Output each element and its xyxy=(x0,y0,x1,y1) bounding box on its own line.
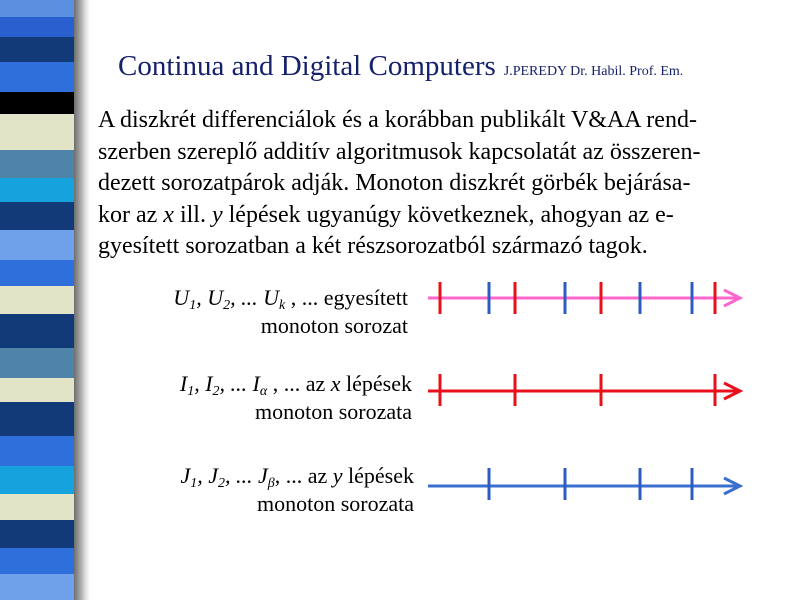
sequence-label-u: $U_1$, $U_2$, ... $U_k$ , ... egyesített monoton sorozat xyxy=(173,285,408,338)
paragraph-line: gyesített sorozatban a két részsorozatból származó tagok. xyxy=(98,233,648,259)
united-sequence-line xyxy=(428,282,740,314)
y-steps-sequence-line xyxy=(428,468,740,500)
sequence-label-i: $I_1$, $I_2$, ... $I_\alpha$ , ... az x lépések monoton sorozata xyxy=(179,371,412,424)
paragraph-line: dezett sorozatpárok adják. Monoton diszkrét görbék bejárása- xyxy=(98,170,691,196)
paragraph-line: szerben szereplő additív algoritmusok kapcsolatát az összeren- xyxy=(98,138,701,165)
paragraph-line: kor az x ill. y lépések ugyanúgy következnek, ahogyan az e- xyxy=(98,201,674,228)
x-steps-sequence-line xyxy=(428,374,740,406)
title-main: Continua and Digital Computers xyxy=(118,50,496,82)
paragraph-line: A diszkrét differenciálok és a korábban publikált V&AA rend- xyxy=(98,107,697,133)
title-author: J.PEREDY Dr. Habil. Prof. Em. xyxy=(503,64,684,79)
sequence-label-j: $J_1$, $J_2$, ... $J_\beta$, ... az y lépések monoton sorozata xyxy=(180,463,414,516)
